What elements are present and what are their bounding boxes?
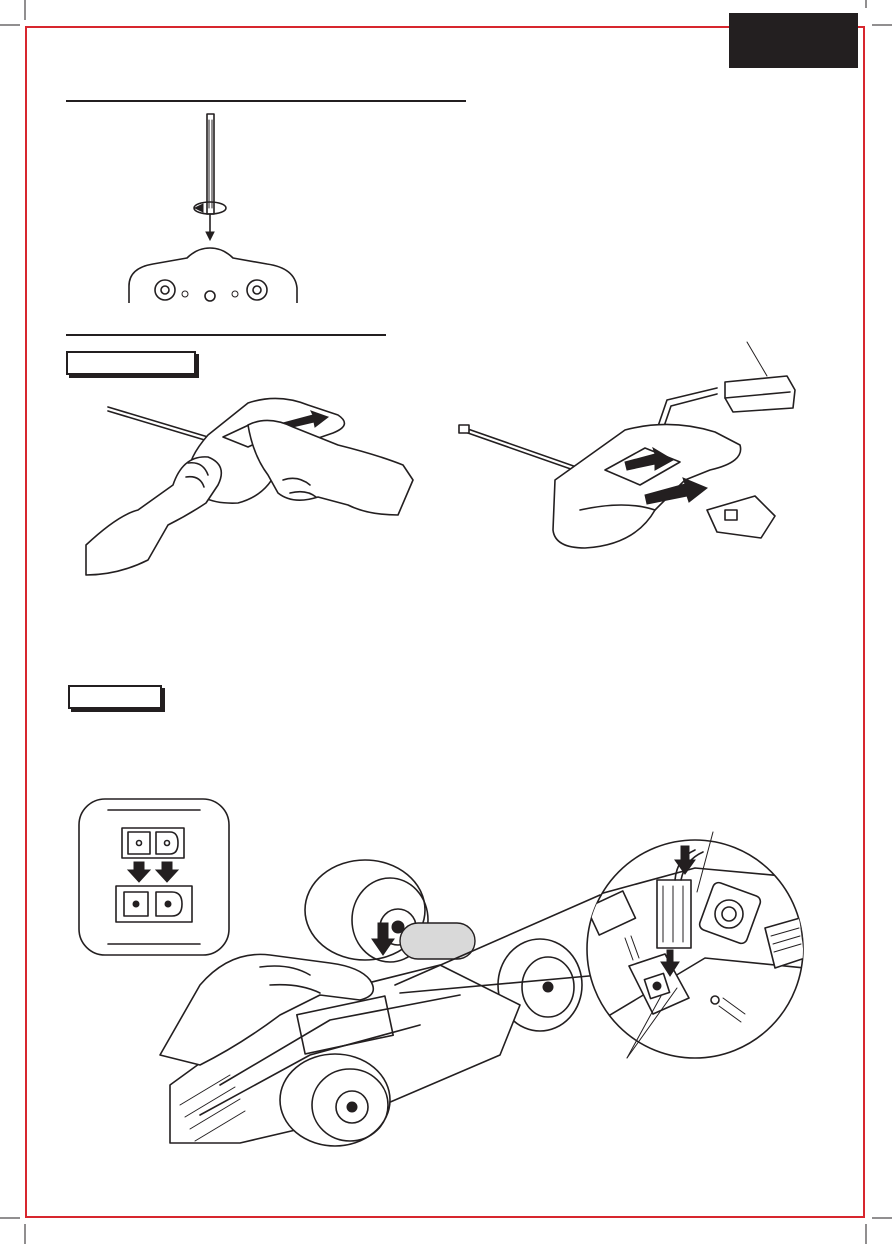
connector-zoom-icon <box>585 838 805 1060</box>
section-rule-transmitter-battery <box>66 334 386 336</box>
wheel-bottom-icon <box>280 1054 390 1146</box>
car-chassis-icon <box>160 855 600 1145</box>
step-label-transmitter <box>66 351 196 375</box>
hand-open-cover-icon <box>78 385 418 580</box>
antenna-screw-icon <box>125 108 315 304</box>
page-tab <box>729 13 858 68</box>
step-label-car <box>68 685 162 709</box>
battery-insert-icon <box>455 370 820 555</box>
section-rule-antenna <box>66 100 466 102</box>
transmitter-icon <box>129 248 297 303</box>
